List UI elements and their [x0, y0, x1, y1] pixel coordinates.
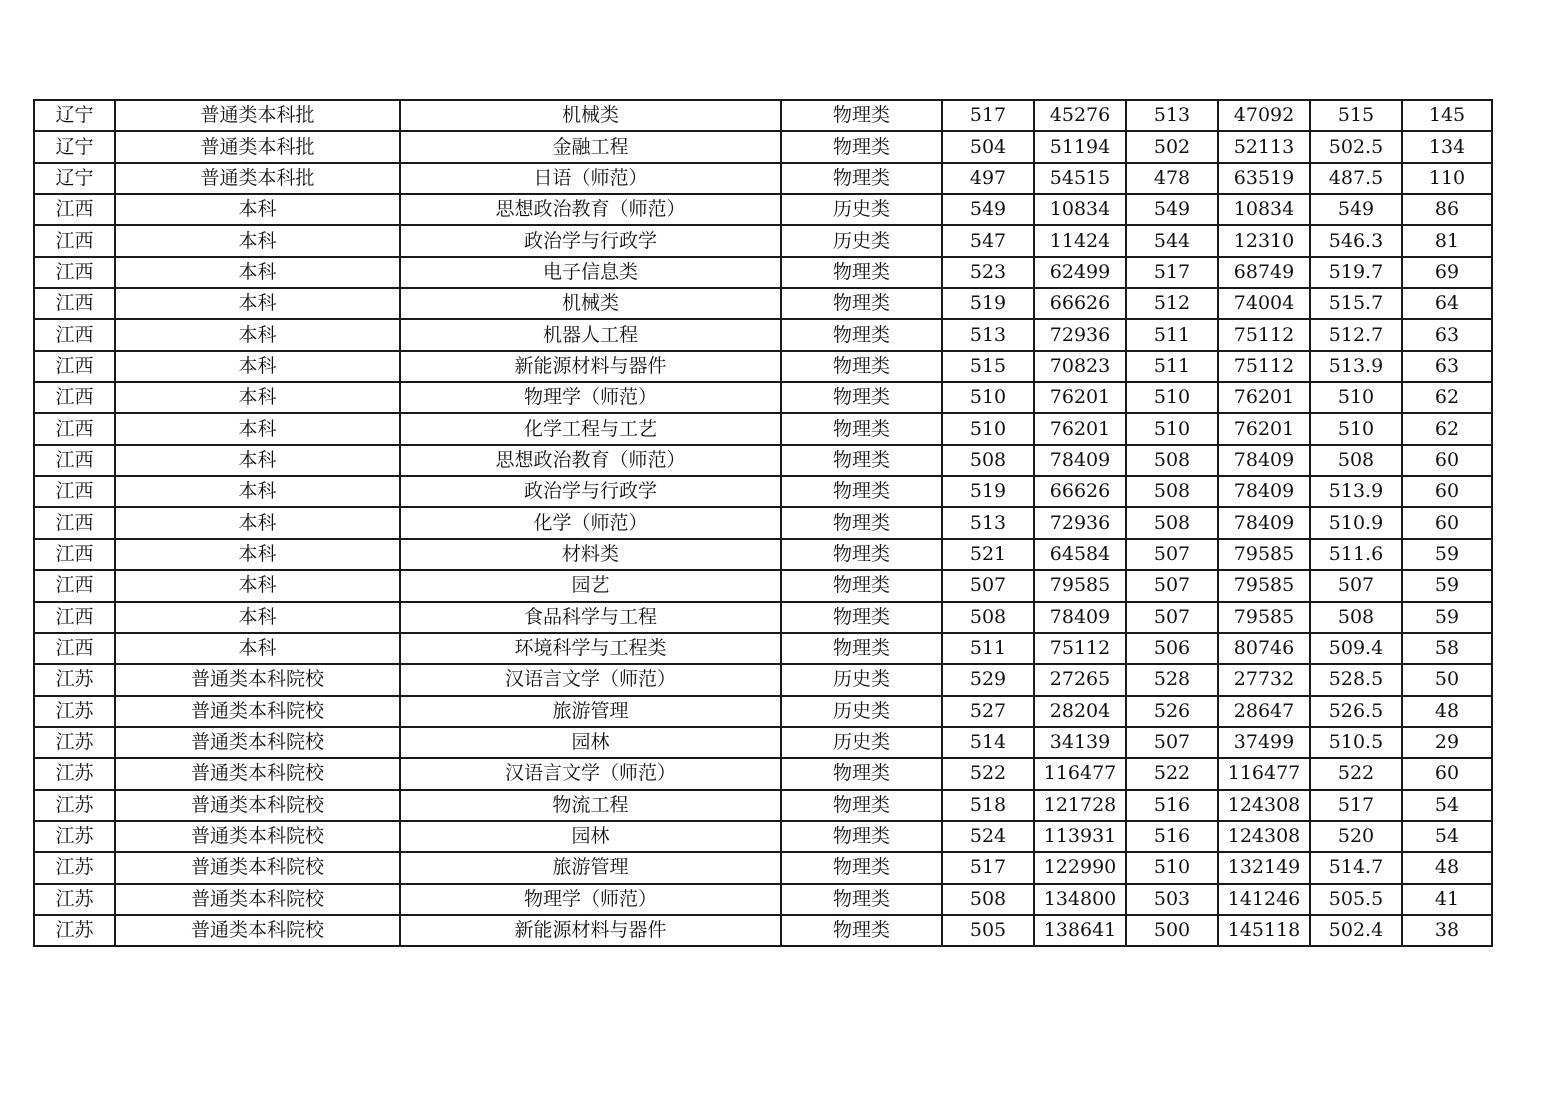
max-score-cell: 513 [942, 507, 1034, 538]
subject-category-cell: 物理类 [781, 539, 942, 570]
avg-score-cell: 517 [1310, 790, 1402, 821]
table-row [34, 351, 1492, 382]
table-row [34, 821, 1492, 852]
avg-score-cell: 513.9 [1310, 351, 1402, 382]
table-body [34, 100, 1492, 946]
count-cell: 63 [1402, 319, 1492, 350]
min-score-cell: 528 [1126, 664, 1218, 695]
avg-score-cell: 528.5 [1310, 664, 1402, 695]
major-cell: 机械类 [400, 100, 781, 131]
avg-score-cell: 508 [1310, 602, 1402, 633]
max-rank-cell: 79585 [1034, 570, 1126, 601]
major-cell: 思想政治教育（师范） [400, 445, 781, 476]
subject-category-cell: 物理类 [781, 602, 942, 633]
max-score-cell: 549 [942, 194, 1034, 225]
min-score-cell: 502 [1126, 131, 1218, 162]
subject-category-cell: 物理类 [781, 507, 942, 538]
min-score-cell: 508 [1126, 445, 1218, 476]
max-score-cell: 521 [942, 539, 1034, 570]
max-rank-cell: 78409 [1034, 602, 1126, 633]
province-cell: 江西 [34, 413, 115, 444]
avg-score-cell: 513.9 [1310, 476, 1402, 507]
min-rank-cell: 79585 [1218, 570, 1310, 601]
count-cell: 54 [1402, 821, 1492, 852]
subject-category-cell: 物理类 [781, 915, 942, 946]
table-row [34, 727, 1492, 758]
province-cell: 江苏 [34, 852, 115, 883]
max-score-cell: 519 [942, 476, 1034, 507]
table-row [34, 319, 1492, 350]
batch-cell: 普通类本科批 [115, 100, 400, 131]
min-rank-cell: 68749 [1218, 257, 1310, 288]
table-row [34, 602, 1492, 633]
batch-cell: 普通类本科院校 [115, 758, 400, 789]
province-cell: 江西 [34, 570, 115, 601]
major-cell: 旅游管理 [400, 852, 781, 883]
count-cell: 48 [1402, 696, 1492, 727]
count-cell: 41 [1402, 884, 1492, 915]
min-score-cell: 507 [1126, 602, 1218, 633]
province-cell: 江西 [34, 445, 115, 476]
major-cell: 政治学与行政学 [400, 225, 781, 256]
min-rank-cell: 116477 [1218, 758, 1310, 789]
min-rank-cell: 78409 [1218, 445, 1310, 476]
province-cell: 江苏 [34, 664, 115, 695]
batch-cell: 本科 [115, 633, 400, 664]
avg-score-cell: 519.7 [1310, 257, 1402, 288]
max-rank-cell: 76201 [1034, 413, 1126, 444]
subject-category-cell: 物理类 [781, 758, 942, 789]
subject-category-cell: 物理类 [781, 790, 942, 821]
table-row [34, 257, 1492, 288]
avg-score-cell: 546.3 [1310, 225, 1402, 256]
max-score-cell: 519 [942, 288, 1034, 319]
batch-cell: 本科 [115, 445, 400, 476]
min-score-cell: 516 [1126, 821, 1218, 852]
province-cell: 江西 [34, 225, 115, 256]
min-score-cell: 510 [1126, 382, 1218, 413]
subject-category-cell: 物理类 [781, 633, 942, 664]
count-cell: 48 [1402, 852, 1492, 883]
max-score-cell: 511 [942, 633, 1034, 664]
min-score-cell: 517 [1126, 257, 1218, 288]
max-rank-cell: 75112 [1034, 633, 1126, 664]
avg-score-cell: 510 [1310, 413, 1402, 444]
min-score-cell: 507 [1126, 539, 1218, 570]
min-rank-cell: 78409 [1218, 507, 1310, 538]
subject-category-cell: 历史类 [781, 664, 942, 695]
min-score-cell: 516 [1126, 790, 1218, 821]
subject-category-cell: 物理类 [781, 382, 942, 413]
count-cell: 29 [1402, 727, 1492, 758]
max-rank-cell: 66626 [1034, 476, 1126, 507]
table-row [34, 664, 1492, 695]
avg-score-cell: 502.5 [1310, 131, 1402, 162]
province-cell: 江西 [34, 476, 115, 507]
province-cell: 江西 [34, 319, 115, 350]
avg-score-cell: 507 [1310, 570, 1402, 601]
province-cell: 江西 [34, 288, 115, 319]
subject-category-cell: 物理类 [781, 413, 942, 444]
min-rank-cell: 75112 [1218, 351, 1310, 382]
batch-cell: 本科 [115, 602, 400, 633]
avg-score-cell: 509.4 [1310, 633, 1402, 664]
count-cell: 69 [1402, 257, 1492, 288]
major-cell: 思想政治教育（师范） [400, 194, 781, 225]
major-cell: 新能源材料与器件 [400, 915, 781, 946]
max-rank-cell: 138641 [1034, 915, 1126, 946]
count-cell: 38 [1402, 915, 1492, 946]
batch-cell: 本科 [115, 476, 400, 507]
min-score-cell: 478 [1126, 163, 1218, 194]
table-row [34, 884, 1492, 915]
table-row [34, 445, 1492, 476]
count-cell: 59 [1402, 602, 1492, 633]
major-cell: 物理学（师范） [400, 884, 781, 915]
max-score-cell: 508 [942, 884, 1034, 915]
subject-category-cell: 物理类 [781, 884, 942, 915]
table-row [34, 758, 1492, 789]
batch-cell: 普通类本科院校 [115, 696, 400, 727]
major-cell: 旅游管理 [400, 696, 781, 727]
min-rank-cell: 132149 [1218, 852, 1310, 883]
max-score-cell: 514 [942, 727, 1034, 758]
avg-score-cell: 520 [1310, 821, 1402, 852]
min-score-cell: 507 [1126, 727, 1218, 758]
max-rank-cell: 70823 [1034, 351, 1126, 382]
min-rank-cell: 79585 [1218, 602, 1310, 633]
batch-cell: 本科 [115, 351, 400, 382]
table-row [34, 163, 1492, 194]
province-cell: 江苏 [34, 915, 115, 946]
avg-score-cell: 512.7 [1310, 319, 1402, 350]
min-rank-cell: 27732 [1218, 664, 1310, 695]
major-cell: 化学（师范） [400, 507, 781, 538]
batch-cell: 本科 [115, 382, 400, 413]
subject-category-cell: 物理类 [781, 319, 942, 350]
province-cell: 江西 [34, 257, 115, 288]
min-rank-cell: 124308 [1218, 821, 1310, 852]
max-rank-cell: 62499 [1034, 257, 1126, 288]
min-rank-cell: 63519 [1218, 163, 1310, 194]
min-rank-cell: 76201 [1218, 413, 1310, 444]
min-score-cell: 526 [1126, 696, 1218, 727]
table-row [34, 413, 1492, 444]
table-row [34, 225, 1492, 256]
batch-cell: 普通类本科院校 [115, 664, 400, 695]
min-rank-cell: 80746 [1218, 633, 1310, 664]
province-cell: 江西 [34, 382, 115, 413]
major-cell: 新能源材料与器件 [400, 351, 781, 382]
province-cell: 江苏 [34, 821, 115, 852]
count-cell: 50 [1402, 664, 1492, 695]
max-score-cell: 547 [942, 225, 1034, 256]
min-rank-cell: 76201 [1218, 382, 1310, 413]
min-score-cell: 503 [1126, 884, 1218, 915]
subject-category-cell: 历史类 [781, 194, 942, 225]
max-rank-cell: 121728 [1034, 790, 1126, 821]
min-score-cell: 544 [1126, 225, 1218, 256]
max-rank-cell: 116477 [1034, 758, 1126, 789]
avg-score-cell: 511.6 [1310, 539, 1402, 570]
max-rank-cell: 66626 [1034, 288, 1126, 319]
count-cell: 54 [1402, 790, 1492, 821]
max-score-cell: 522 [942, 758, 1034, 789]
count-cell: 58 [1402, 633, 1492, 664]
province-cell: 辽宁 [34, 100, 115, 131]
subject-category-cell: 物理类 [781, 163, 942, 194]
province-cell: 辽宁 [34, 131, 115, 162]
max-score-cell: 497 [942, 163, 1034, 194]
min-rank-cell: 12310 [1218, 225, 1310, 256]
avg-score-cell: 510.9 [1310, 507, 1402, 538]
major-cell: 园林 [400, 821, 781, 852]
count-cell: 59 [1402, 570, 1492, 601]
major-cell: 物流工程 [400, 790, 781, 821]
table-row [34, 382, 1492, 413]
table-row [34, 852, 1492, 883]
major-cell: 汉语言文学（师范） [400, 664, 781, 695]
subject-category-cell: 物理类 [781, 852, 942, 883]
min-rank-cell: 124308 [1218, 790, 1310, 821]
min-rank-cell: 52113 [1218, 131, 1310, 162]
min-rank-cell: 75112 [1218, 319, 1310, 350]
min-score-cell: 512 [1126, 288, 1218, 319]
subject-category-cell: 物理类 [781, 351, 942, 382]
batch-cell: 本科 [115, 413, 400, 444]
count-cell: 60 [1402, 476, 1492, 507]
max-score-cell: 515 [942, 351, 1034, 382]
province-cell: 江西 [34, 539, 115, 570]
max-rank-cell: 122990 [1034, 852, 1126, 883]
max-score-cell: 507 [942, 570, 1034, 601]
count-cell: 81 [1402, 225, 1492, 256]
batch-cell: 普通类本科院校 [115, 727, 400, 758]
table-row [34, 696, 1492, 727]
batch-cell: 本科 [115, 570, 400, 601]
max-rank-cell: 11424 [1034, 225, 1126, 256]
batch-cell: 本科 [115, 507, 400, 538]
min-rank-cell: 145118 [1218, 915, 1310, 946]
count-cell: 60 [1402, 445, 1492, 476]
max-score-cell: 504 [942, 131, 1034, 162]
min-score-cell: 508 [1126, 507, 1218, 538]
avg-score-cell: 508 [1310, 445, 1402, 476]
admission-scores-table [33, 99, 1493, 947]
max-rank-cell: 10834 [1034, 194, 1126, 225]
max-score-cell: 517 [942, 100, 1034, 131]
max-rank-cell: 76201 [1034, 382, 1126, 413]
batch-cell: 普通类本科院校 [115, 790, 400, 821]
avg-score-cell: 502.4 [1310, 915, 1402, 946]
major-cell: 园艺 [400, 570, 781, 601]
count-cell: 59 [1402, 539, 1492, 570]
min-rank-cell: 74004 [1218, 288, 1310, 319]
subject-category-cell: 历史类 [781, 727, 942, 758]
min-rank-cell: 47092 [1218, 100, 1310, 131]
table-row [34, 790, 1492, 821]
batch-cell: 普通类本科院校 [115, 884, 400, 915]
min-rank-cell: 141246 [1218, 884, 1310, 915]
min-score-cell: 510 [1126, 413, 1218, 444]
table-row [34, 507, 1492, 538]
province-cell: 江苏 [34, 884, 115, 915]
max-score-cell: 523 [942, 257, 1034, 288]
min-rank-cell: 79585 [1218, 539, 1310, 570]
count-cell: 62 [1402, 382, 1492, 413]
avg-score-cell: 515.7 [1310, 288, 1402, 319]
batch-cell: 普通类本科院校 [115, 821, 400, 852]
table-row [34, 194, 1492, 225]
subject-category-cell: 物理类 [781, 821, 942, 852]
max-score-cell: 513 [942, 319, 1034, 350]
max-score-cell: 517 [942, 852, 1034, 883]
count-cell: 60 [1402, 507, 1492, 538]
subject-category-cell: 历史类 [781, 225, 942, 256]
avg-score-cell: 522 [1310, 758, 1402, 789]
batch-cell: 普通类本科院校 [115, 852, 400, 883]
max-score-cell: 510 [942, 413, 1034, 444]
major-cell: 金融工程 [400, 131, 781, 162]
max-score-cell: 524 [942, 821, 1034, 852]
subject-category-cell: 历史类 [781, 696, 942, 727]
count-cell: 86 [1402, 194, 1492, 225]
batch-cell: 本科 [115, 319, 400, 350]
major-cell: 政治学与行政学 [400, 476, 781, 507]
max-score-cell: 510 [942, 382, 1034, 413]
max-score-cell: 508 [942, 445, 1034, 476]
subject-category-cell: 物理类 [781, 570, 942, 601]
max-rank-cell: 54515 [1034, 163, 1126, 194]
count-cell: 62 [1402, 413, 1492, 444]
count-cell: 64 [1402, 288, 1492, 319]
table-row [34, 288, 1492, 319]
province-cell: 江西 [34, 351, 115, 382]
major-cell: 材料类 [400, 539, 781, 570]
max-rank-cell: 64584 [1034, 539, 1126, 570]
min-score-cell: 511 [1126, 351, 1218, 382]
subject-category-cell: 物理类 [781, 288, 942, 319]
max-rank-cell: 28204 [1034, 696, 1126, 727]
subject-category-cell: 物理类 [781, 476, 942, 507]
min-score-cell: 522 [1126, 758, 1218, 789]
province-cell: 江西 [34, 507, 115, 538]
min-rank-cell: 28647 [1218, 696, 1310, 727]
max-rank-cell: 72936 [1034, 319, 1126, 350]
max-rank-cell: 78409 [1034, 445, 1126, 476]
table-row [34, 100, 1492, 131]
max-rank-cell: 113931 [1034, 821, 1126, 852]
major-cell: 机械类 [400, 288, 781, 319]
batch-cell: 本科 [115, 539, 400, 570]
batch-cell: 本科 [115, 257, 400, 288]
count-cell: 110 [1402, 163, 1492, 194]
max-score-cell: 505 [942, 915, 1034, 946]
max-score-cell: 527 [942, 696, 1034, 727]
table-row [34, 131, 1492, 162]
min-score-cell: 507 [1126, 570, 1218, 601]
major-cell: 食品科学与工程 [400, 602, 781, 633]
batch-cell: 普通类本科批 [115, 163, 400, 194]
province-cell: 江西 [34, 602, 115, 633]
table-row [34, 570, 1492, 601]
max-rank-cell: 51194 [1034, 131, 1126, 162]
min-rank-cell: 37499 [1218, 727, 1310, 758]
subject-category-cell: 物理类 [781, 257, 942, 288]
max-rank-cell: 27265 [1034, 664, 1126, 695]
province-cell: 江苏 [34, 758, 115, 789]
major-cell: 环境科学与工程类 [400, 633, 781, 664]
avg-score-cell: 514.7 [1310, 852, 1402, 883]
max-rank-cell: 34139 [1034, 727, 1126, 758]
table-row [34, 539, 1492, 570]
province-cell: 江苏 [34, 696, 115, 727]
major-cell: 园林 [400, 727, 781, 758]
max-rank-cell: 45276 [1034, 100, 1126, 131]
province-cell: 辽宁 [34, 163, 115, 194]
max-score-cell: 508 [942, 602, 1034, 633]
major-cell: 化学工程与工艺 [400, 413, 781, 444]
avg-score-cell: 510 [1310, 382, 1402, 413]
table-row [34, 476, 1492, 507]
min-score-cell: 508 [1126, 476, 1218, 507]
count-cell: 145 [1402, 100, 1492, 131]
table-row [34, 633, 1492, 664]
avg-score-cell: 549 [1310, 194, 1402, 225]
major-cell: 汉语言文学（师范） [400, 758, 781, 789]
avg-score-cell: 505.5 [1310, 884, 1402, 915]
count-cell: 134 [1402, 131, 1492, 162]
min-score-cell: 511 [1126, 319, 1218, 350]
min-score-cell: 513 [1126, 100, 1218, 131]
major-cell: 日语（师范） [400, 163, 781, 194]
batch-cell: 本科 [115, 225, 400, 256]
avg-score-cell: 515 [1310, 100, 1402, 131]
count-cell: 60 [1402, 758, 1492, 789]
table-row [34, 915, 1492, 946]
major-cell: 电子信息类 [400, 257, 781, 288]
avg-score-cell: 510.5 [1310, 727, 1402, 758]
max-rank-cell: 134800 [1034, 884, 1126, 915]
max-score-cell: 529 [942, 664, 1034, 695]
count-cell: 63 [1402, 351, 1492, 382]
min-score-cell: 500 [1126, 915, 1218, 946]
min-score-cell: 549 [1126, 194, 1218, 225]
min-rank-cell: 10834 [1218, 194, 1310, 225]
province-cell: 江苏 [34, 790, 115, 821]
avg-score-cell: 526.5 [1310, 696, 1402, 727]
major-cell: 机器人工程 [400, 319, 781, 350]
min-rank-cell: 78409 [1218, 476, 1310, 507]
province-cell: 江苏 [34, 727, 115, 758]
batch-cell: 本科 [115, 288, 400, 319]
subject-category-cell: 物理类 [781, 100, 942, 131]
min-score-cell: 510 [1126, 852, 1218, 883]
major-cell: 物理学（师范） [400, 382, 781, 413]
max-score-cell: 518 [942, 790, 1034, 821]
province-cell: 江西 [34, 633, 115, 664]
avg-score-cell: 487.5 [1310, 163, 1402, 194]
batch-cell: 本科 [115, 194, 400, 225]
batch-cell: 普通类本科院校 [115, 915, 400, 946]
min-score-cell: 506 [1126, 633, 1218, 664]
province-cell: 江西 [34, 194, 115, 225]
batch-cell: 普通类本科批 [115, 131, 400, 162]
subject-category-cell: 物理类 [781, 131, 942, 162]
subject-category-cell: 物理类 [781, 445, 942, 476]
max-rank-cell: 72936 [1034, 507, 1126, 538]
